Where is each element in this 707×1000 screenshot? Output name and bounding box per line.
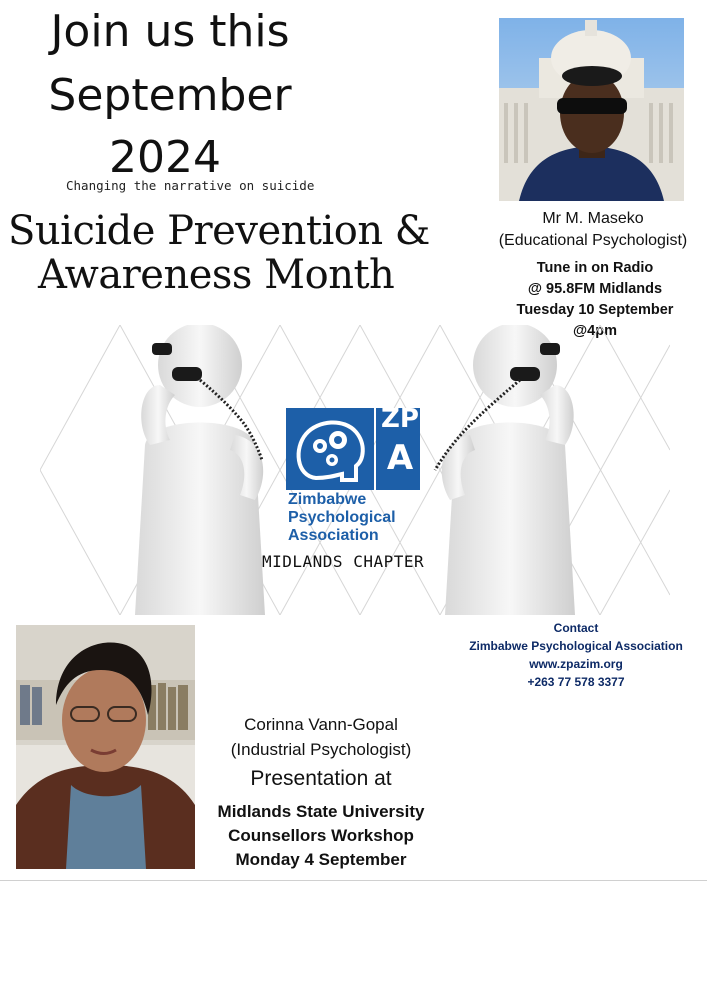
speaker-photo-vann-gopal <box>16 625 195 869</box>
title-line-1: Join us this <box>50 6 290 57</box>
speaker-role-vann-gopal: (Industrial Psychologist) <box>230 740 412 759</box>
tagline: Changing the narrative on suicide <box>66 178 315 193</box>
logo-org-line-2: Psychological <box>288 509 396 526</box>
logo-org-line-1: Zimbabwe <box>288 491 367 508</box>
speaker-name-maseko: Mr M. Maseko <box>542 210 644 227</box>
contact-website[interactable]: www.zpazim.org <box>529 657 623 671</box>
radio-line-3: Tuesday 10 September <box>516 302 674 318</box>
chapter-label: MIDLANDS CHAPTER <box>262 552 425 571</box>
speaker-role-maseko: (Educational Psychologist) <box>498 232 688 249</box>
logo-org-line-3: Association <box>288 527 379 544</box>
venue-line-3: Monday 4 September <box>235 850 407 869</box>
radio-line-4: @4pm <box>573 323 617 339</box>
contact-org: Zimbabwe Psychological Association <box>469 639 683 653</box>
event-title-line-1: Suicide Prevention & <box>8 208 430 254</box>
speaker-name-vann-gopal: Corinna Vann-Gopal <box>244 715 398 734</box>
contact-heading: Contact <box>553 621 599 635</box>
speaker-photo-maseko <box>499 18 684 201</box>
radio-line-2: @ 95.8FM Midlands <box>527 281 663 297</box>
zpa-letter-bottom: A <box>386 438 414 478</box>
zpa-letters-top: ZP <box>381 404 419 434</box>
venue-line-2: Counsellors Workshop <box>228 826 414 845</box>
title-line-3: 2024 <box>109 132 221 183</box>
contact-phone[interactable]: +263 77 578 3377 <box>527 675 625 689</box>
venue-line-1: Midlands State University <box>217 802 425 821</box>
radio-line-1: Tune in on Radio <box>536 260 654 276</box>
title-line-2: September <box>48 70 292 121</box>
zpa-letters <box>378 402 422 480</box>
bottom-divider <box>0 880 707 881</box>
presentation-label: Presentation at <box>250 767 392 790</box>
event-title-line-2: Awareness Month <box>38 252 395 298</box>
